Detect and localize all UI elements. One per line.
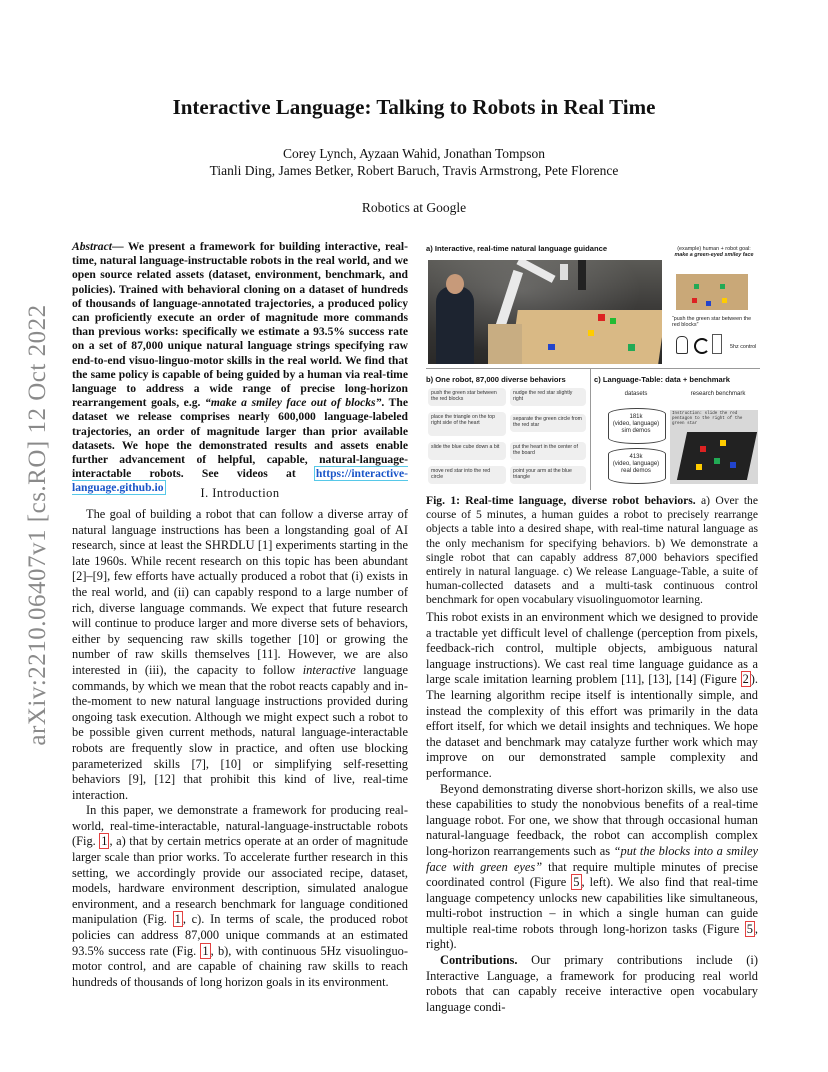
sim-dataset-label [608, 414, 664, 436]
section-heading: I. Introduction [200, 486, 280, 500]
panel-c-datasets: datasets [624, 391, 648, 397]
intro-paragraph-1 [72, 507, 408, 803]
arxiv-sidebar [18, 290, 58, 760]
fig-ref-link[interactable]: 1 [202, 943, 209, 958]
fig-ref-link[interactable]: 2 [742, 672, 749, 687]
fig-ref-link[interactable]: 1 [101, 834, 108, 849]
figure-1 [426, 240, 760, 490]
person-icon [676, 336, 688, 354]
panel-a-goal-photo [676, 274, 748, 310]
command-pill: slide the blue cube down a bit [428, 442, 506, 460]
command-pill: point your arm at the blue triangle [510, 466, 586, 484]
abstract [72, 240, 408, 496]
fig-ref-link[interactable]: 5 [746, 921, 753, 936]
sim-media: (video, language) [612, 421, 660, 428]
abstract-label: Abstract [72, 240, 112, 253]
panel-a-title: a) Interactive, real-time natural language guidance [426, 244, 608, 253]
intro-p2-b: , a) that by certain metrics operate at an order of magnitude larger scale than prior works. To accelerate further research in this setting, we accordingly provide our associated recipe, dataset, models, hardware environment description, simulated analogue environment, and a research benchmark for language conditioned manipulation (Fig. [72, 834, 408, 927]
intro-p2-d: , b), with continuous 5Hz visuolinguo-motor control, and are capable of chaining raw skills to reach hundreds of thousands of long horizon goals in its environment. [72, 943, 408, 989]
paper-title: Interactive Language: Talking to Robots in Real Time [172, 95, 656, 119]
goal-prefix: (example) human + robot goal: [677, 246, 751, 252]
fig-ref-link[interactable]: 1 [174, 912, 181, 927]
panel-a-rate: 5hz control [730, 344, 757, 350]
command-pill: move red star into the red circle [428, 466, 506, 484]
right-paragraph-1 [426, 610, 758, 782]
abstract-text-a: — We present a framework for building interactive, real-time, natural language-instructable robots in the real world, and we open source related assets (dataset, environment, benchmark, and policies). Trained with behavioral cloning on a dataset of hundreds of thousands of language-annotated trajectories, a produced policy can proficiently execute an order of magnitude more commands than previous works: specifically we estimate a 93.5% success rate on a set of 87,000 unique natural language strings specifying raw end-to-end visuo-linguo-motor skills in the real world. We find that the same policy is capable of being guided by a human via real-time language to address a wide range of precise long-horizon rearrangement goals, e.g. [72, 240, 408, 410]
real-label: real demos [621, 468, 651, 475]
intro-p2-c: , c). In terms of scale, the produced robot policies can address 87,000 unique commands at an estimated 93.5% success rate (Fig. [72, 912, 408, 958]
panel-c-benchmark: research benchmark [690, 391, 746, 397]
authors-line-2: Tianli Ding, James Betker, Robert Baruch, Travis Armstrong, Pete Florence [209, 163, 619, 178]
figure-caption [426, 494, 758, 608]
caption-text: a) Over the course of 5 minutes, a human guides a robot to precisely rearrange objects a table into a desired shape, with real-time natural language as the only mechanism for specifying behaviors. b) We demonstrate a single robot that can capably address 87,000 behaviors specified entirely in natural language. c) We release Language-Table, a suite of human-collected datasets and a multi-task continuous control benchmark for open vocabulary visuolinguomotor learning. [426, 494, 758, 607]
authors [0, 145, 828, 179]
right-p2-em: “put the blocks into a smiley face with green eyes” [426, 843, 758, 874]
right-p2-a: Beyond demonstrating diverse short-horizon skills, we also use these capabilities to study the nonobvious benefits of a real-time language robot. For one, we show that through occasional human natural-language feedback, the robot can accomplish complex long-horizon rearrangements such as [426, 781, 758, 858]
right-paragraph-2 [426, 782, 758, 954]
authors-line-1: Corey Lynch, Ayzaan Wahid, Jonathan Tompson [282, 146, 546, 161]
panel-b-title: b) One robot, 87,000 diverse behaviors [426, 375, 566, 384]
robot-arm-icon [712, 334, 722, 354]
right-paragraph-3 [426, 953, 758, 1015]
project-url-link[interactable]: https://interactive-language.github.io [72, 467, 408, 495]
intro-paragraph-2 [72, 803, 408, 990]
intro-p1-em: interactive [302, 662, 356, 677]
command-pill: push the green star between the red blocks [428, 388, 506, 406]
panel-a-quote: “push the green star between the red blocks” [672, 316, 752, 329]
intro-text [72, 507, 408, 990]
right-p2-c: , left). We also find that real-time language competency unlocks new capabilities like simultaneous, multi-robot instruction – in which a single human can guide multiple real-time robots through long-horizon tasks (Figure [426, 875, 758, 936]
panel-divider [426, 368, 760, 369]
sim-count: 181k [629, 414, 643, 420]
intro-p1-a: The goal of building a robot that can follow a diverse array of natural language instructions has been a longstanding goal of AI research, since at least the SHRDLU [1] experiments starting in the late 1960s. While recent research on this topic has been abundant [2]–[9], few efforts have actually produced a robot that (i) exists in the real world, and (ii) can capably respond to a large number of rich, diverse language commands. We expect that future research will continue to produce larger and more diverse sets of behaviors, either by sequencing raw skills together [10] or growing the number of raw skills themselves [11]. However, we are also interested in (iii), the capacity to follow [72, 507, 408, 677]
panel-divider [590, 368, 591, 490]
affiliation: Robotics at Google [361, 200, 467, 215]
sim-label: sim demos [621, 428, 651, 435]
command-pill: place the triangle on the top right side of the heart [428, 412, 506, 436]
right-p2-d: , right). [426, 921, 758, 952]
right-p1-b: ). The learning algorithm recipe itself is intentionally simple, and instead the complexity of this effort was primarily in the data effort itself, for which we detail insights and techniques. We hope the dataset and benchmark may catalyze further work which may improve on our demonstrated sample complexity and performance. [426, 672, 758, 780]
command-pill: put the heart in the center of the board [510, 442, 586, 460]
refresh-icon [694, 338, 710, 354]
contributions-label: Contributions. [440, 953, 518, 968]
command-pill: separate the green circle from the red star [510, 414, 586, 432]
goal-text: make a green-eyed smiley face [674, 252, 754, 259]
panel-a-photo [428, 260, 662, 364]
benchmark-render [670, 410, 758, 484]
intro-p2-a: In this paper, we demonstrate a framework for producing real-world, real-time-interactable, natural-language-instructable robots (Fig. [72, 803, 408, 849]
real-count: 413k [629, 454, 643, 460]
arxiv-id: arXiv:2210.06407v1 [cs.RO] 12 Oct 2022 [24, 304, 51, 746]
benchmark-instruction: Instruction: slide the red pentagon to the right of the green star [672, 412, 743, 426]
real-media: (video, language) [612, 461, 660, 468]
command-pill: nudge the red star slightly right [510, 388, 586, 406]
right-p3-text: Our primary contributions include (i) Interactive Language, a framework for producing real world robots that can capably receive interactive open vocabulary language condi- [426, 953, 758, 1014]
right-body [426, 610, 758, 1015]
intro-p1-b: language commands, by which we mean that the robot reacts capably and in-the-moment to new natural language instructions provided during ongoing task execution. Although we might expect such a robot to be possible given current methods, natural language-interactable robots are frequently slow in practice, and often use blocking parameterized skills [7], [10] or simplifying self-resetting behaviors [9], [12] that prohibit this kind of live, real-time interaction. [72, 662, 408, 802]
abstract-quote: “make a smiley face out of blocks” [205, 396, 382, 410]
right-p1-a: This robot exists in an environment which we designed to provide a tractable yet difficult level of challenge (perception from pixels, feedback-rich control, multiple objects, ambiguous natural language instructions). We cast real time language guidance as a large scale imitation learning problem [11], [13], [14] (Figure [426, 610, 758, 687]
panel-a-goal [668, 246, 760, 259]
real-dataset-label [608, 454, 664, 476]
abstract-text-b: . The dataset we release comprises nearly 600,000 language-labeled trajectories, an order of magnitude larger than prior available datasets. We hope the demonstrated results and assets enable further advancement of helpful, capable, natural-language-interactable robots. See videos at [72, 396, 408, 481]
right-p2-b: that require multiple minutes of precise coordinated control (Figure [426, 859, 758, 890]
caption-label: Fig. 1: Real-time language, diverse robot behaviors. [426, 494, 696, 507]
panel-c-title: c) Language-Table: data + benchmark [594, 375, 730, 384]
fig-ref-link[interactable]: 5 [573, 875, 580, 890]
